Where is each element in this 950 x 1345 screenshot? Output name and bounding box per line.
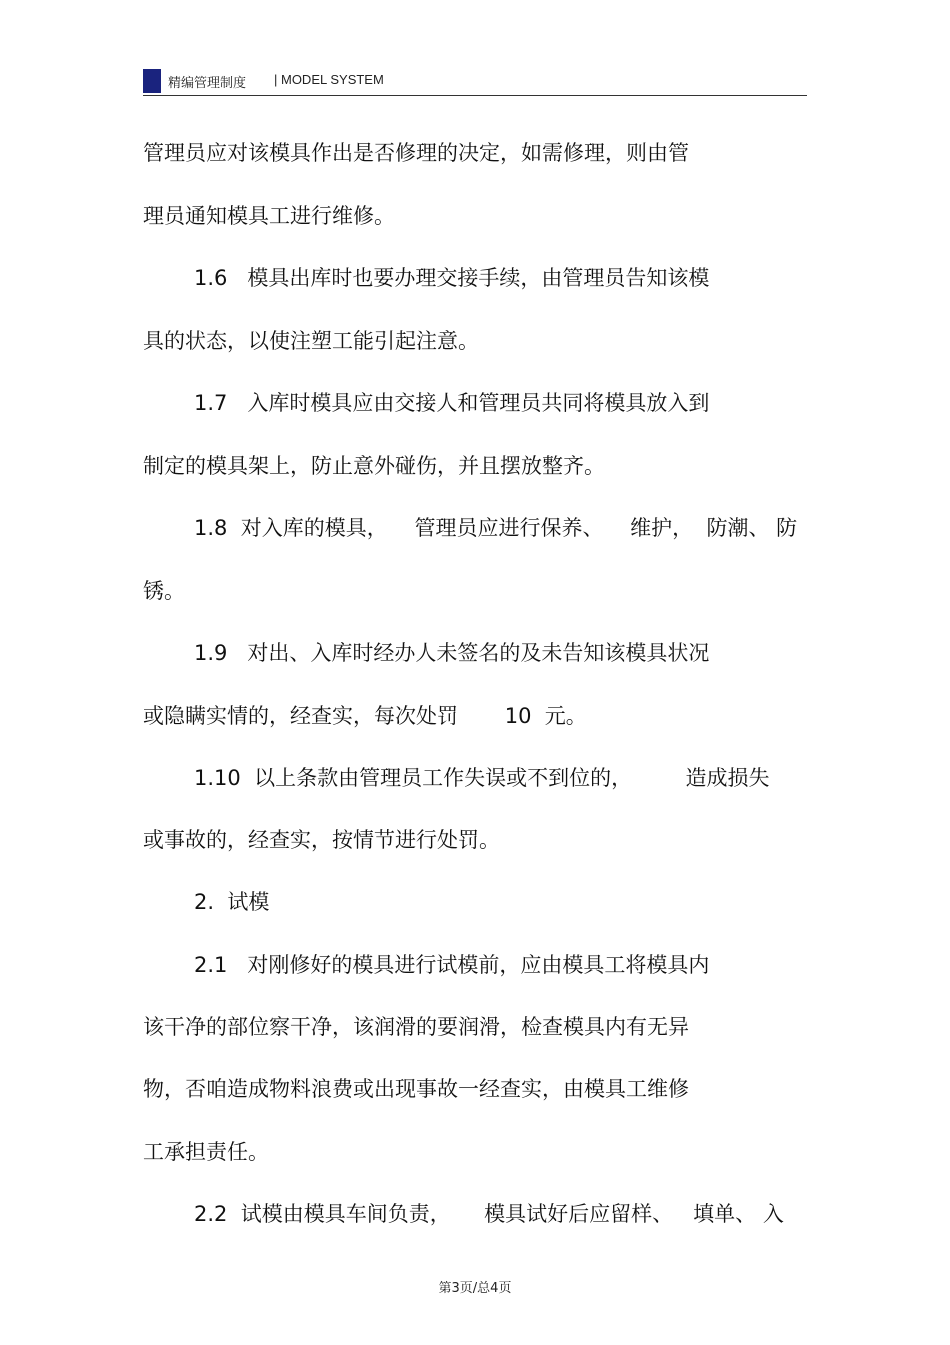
- text-line: 具的状态，以使注塑工能引起注意。: [143, 329, 479, 353]
- section-heading: 2. 试模: [194, 890, 270, 914]
- page-footer: 第3页/总4页: [438, 1281, 512, 1296]
- page-header: [143, 66, 807, 96]
- text-line: 锈。: [143, 579, 185, 603]
- text-line: 1.9 对出、入库时经办人未签名的及未告知该模具状况: [194, 641, 710, 665]
- text-line: 理员通知模具工进行维修。: [143, 204, 395, 228]
- text-line: 物，否咱造成物料浪费或出现事故一经查实，由模具工维修: [143, 1077, 689, 1101]
- text-line: 1.6 模具出库时也要办理交接手续，由管理员告知该模: [194, 266, 710, 290]
- text-line: 工承担责任。: [143, 1140, 269, 1164]
- text-line: 制定的模具架上，防止意外碰伤，并且摆放整齐。: [143, 454, 605, 478]
- header-model-system: | MODEL SYSTEM: [274, 72, 384, 87]
- text-line: 1.8 对入库的模具， 管理员应进行保养、 维护， 防潮、 防: [194, 516, 798, 540]
- text-line: 1.10 以上条款由管理员工作失误或不到位的， 造成损失: [194, 766, 770, 790]
- text-line: 或隐瞒实情的，经查实，每次处罚 10 元。: [143, 704, 587, 728]
- text-line: 2.2 试模由模具车间负责， 模具试好后应留样、 填单、 入: [194, 1202, 784, 1226]
- header-brand: 精编管理制度: [168, 76, 247, 91]
- text-line: 2.1 对刚修好的模具进行试模前，应由模具工将模具内: [194, 953, 710, 977]
- logo-icon: [143, 69, 161, 93]
- text-line: 或事故的，经查实，按情节进行处罚。: [143, 828, 500, 852]
- text-line: 该干净的部位察干净，该润滑的要润滑，检查模具内有无异: [143, 1015, 689, 1039]
- text-line: 管理员应对该模具作出是否修理的决定，如需修理，则由管: [143, 141, 689, 165]
- text-line: 1.7 入库时模具应由交接人和管理员共同将模具放入到: [194, 391, 710, 415]
